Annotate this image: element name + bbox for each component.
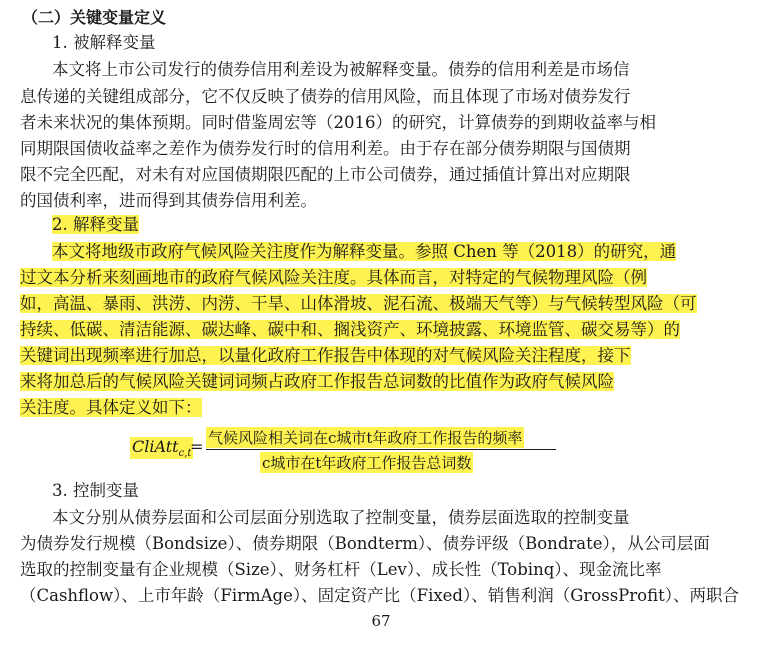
text-line: 为债券发行规模（Bondsize）、债券期限（Bondterm）、债券评级（Bondrate），从公司层面 — [20, 534, 710, 553]
formula-denominator: c城市在t年政府工作报告总词数 — [262, 454, 472, 472]
formula-lhs — [130, 437, 193, 459]
highlighted-text: 如，高温、暴雨、洪涝、内涝、干旱、山体滑坡、泥石流、极端天气等）与气候转型风险（可 — [20, 294, 697, 313]
text-line: 本文分别从债券层面和公司层面分别选取了控制变量，债券层面选取的控制变量 — [52, 508, 630, 527]
highlighted-text: 关注度。具体定义如下： — [20, 398, 202, 417]
formula-equals: = — [190, 437, 204, 456]
formula-lhs-subscript: c,t — [178, 448, 192, 460]
text-line: 限不完全匹配，对未有对应国债期限匹配的上市公司债券，通过插值计算出对应期限 — [20, 165, 631, 184]
text-line — [20, 267, 647, 289]
text-line: 同期限国债收益率之差作为债券发行时的信用利差。由于存在部分债券期限与国债期 — [20, 139, 631, 158]
formula — [130, 427, 630, 477]
highlighted-text: 持续、低碳、清洁能源、碳达峰、碳中和、搁浅资产、环境披露、环境监管、碳交易等）的 — [20, 320, 680, 339]
text-line — [20, 371, 614, 393]
subsection-title-dependent: 1. 被解释变量 — [52, 33, 156, 52]
highlighted-text: 来将加总后的气候风险关键词词频占政府工作报告总词数的比值作为政府气候风险 — [20, 372, 614, 391]
text-line: 本文将上市公司发行的债券信用利差设为被解释变量。债券的信用利差是市场信 — [52, 60, 630, 79]
text-line — [20, 319, 680, 341]
text-line — [20, 345, 631, 367]
highlighted-text: 2. 解释变量 — [52, 215, 139, 234]
section-heading: （二）关键变量定义 — [22, 8, 167, 27]
formula-fraction-bar — [206, 449, 556, 450]
text-line: 的国债利率，进而得到其债券信用利差。 — [20, 191, 317, 210]
text-line — [20, 293, 697, 315]
text-line: 选取的控制变量有企业规模（Size）、财务杠杆（Lev）、成长性（Tobinq）、现金流比率 — [20, 560, 662, 579]
page-number: 67 — [371, 612, 391, 630]
highlighted-text: 过文本分析来刻画地市的政府气候风险关注度。具体而言，对特定的气候物理风险（例 — [20, 268, 647, 287]
text-line — [20, 397, 202, 419]
text-line: 者未来状况的集体预期。同时借鉴周宏等（2016）的研究，计算债券的到期收益率与相 — [20, 113, 656, 132]
highlighted-text: 本文将地级市政府气候风险关注度作为解释变量。参照 Chen 等（2018）的研究，通 — [52, 242, 677, 261]
highlighted-text: 关键词出现频率进行加总，以量化政府工作报告中体现的对气候风险关注程度，接下 — [20, 346, 631, 365]
formula-numerator: 气候风险相关词在c城市t年政府工作报告的频率 — [208, 429, 523, 447]
formula-lhs-text: CliAtt — [132, 437, 179, 456]
text-line: （Cashflow）、上市年龄（FirmAge）、固定资产比（Fixed）、销售利润（GrossProfit）、两职合 — [20, 586, 739, 605]
subsection-title-independent — [52, 214, 139, 236]
text-line — [52, 241, 676, 263]
text-line: 息传递的关键组成部分，它不仅反映了债券的信用风险，而且体现了市场对债券发行 — [20, 87, 631, 106]
subsection-title-control: 3. 控制变量 — [52, 481, 139, 500]
